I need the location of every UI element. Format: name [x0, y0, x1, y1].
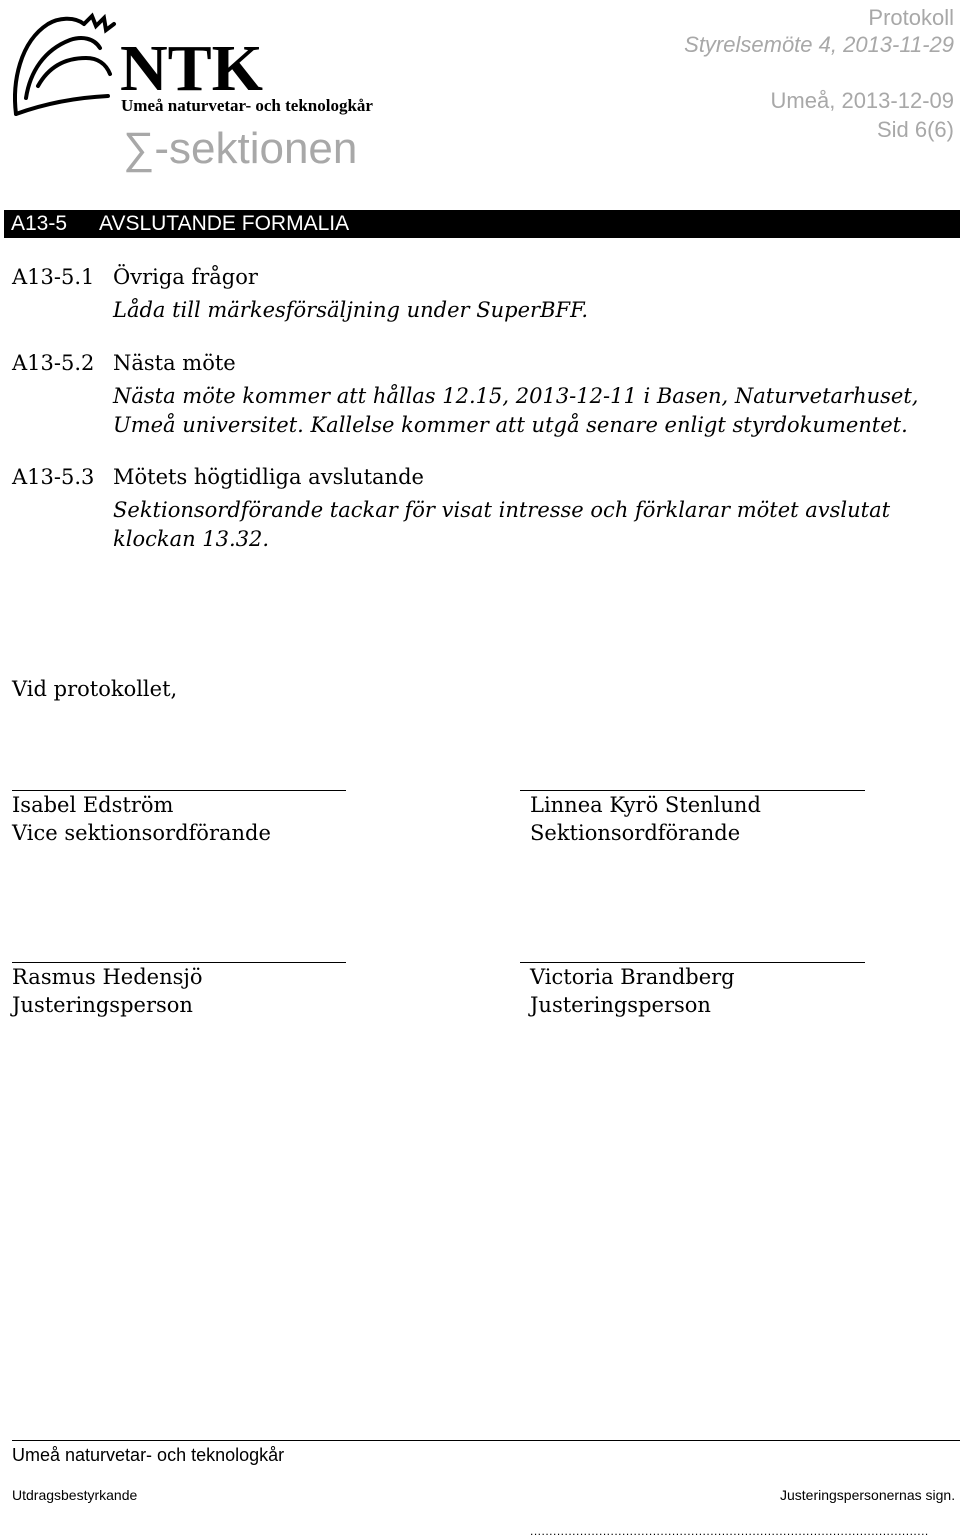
signatory-name: Linnea Kyrö Stenlund — [530, 793, 761, 817]
section-number: A13-5 — [11, 212, 68, 235]
item-title: Nästa möte — [113, 351, 236, 375]
item-number: A13-5.1 — [12, 265, 95, 289]
item-text: Sektionsordförande tackar för visat intresse och förklarar mötet avslutat klockan 13.32. — [113, 498, 891, 551]
signature-line — [12, 962, 346, 963]
date-place: Umeå, 2013-12-09 — [770, 88, 954, 113]
footer-certification: Utdragsbestyrkande — [12, 1487, 138, 1503]
item-title: Övriga frågor — [113, 265, 258, 289]
footer-initials-label: Justeringspersonernas sign. — [780, 1487, 956, 1503]
doc-type: Protokoll — [868, 5, 954, 30]
footer-divider — [12, 1440, 960, 1441]
closing-text: Vid protokollet, — [12, 677, 178, 701]
meeting-title: Styrelsemöte 4, 2013-11-29 — [684, 32, 954, 57]
signatory-role: Sektionsordförande — [530, 821, 741, 845]
leaf-icon — [15, 16, 114, 114]
footer-initials-line: ........................................................................................................ — [530, 1524, 929, 1538]
signatory-name: Isabel Edström — [12, 793, 174, 817]
signatory-name: Victoria Brandberg — [530, 965, 735, 989]
org-name: Umeå naturvetar- och teknologkår — [121, 96, 373, 115]
section-title: AVSLUTANDE FORMALIA — [99, 212, 350, 235]
footer-org: Umeå naturvetar- och teknologkår — [12, 1445, 285, 1465]
signature-line — [520, 962, 865, 963]
item-title: Mötets högtidliga avslutande — [113, 465, 424, 489]
item-text: Nästa möte kommer att hållas 12.15, 2013-12-11 i Basen, Naturvetarhuset, Umeå universitet. Kallelse kommer att utgå senare enligt styrdokumentet. — [113, 384, 919, 437]
section-heading — [4, 210, 960, 238]
page-number: Sid 6(6) — [876, 117, 954, 142]
signatory-name: Rasmus Hedensjö — [12, 965, 203, 989]
logo-wordmark: NTK — [120, 32, 264, 105]
signature-line — [520, 790, 865, 791]
item-number: A13-5.2 — [12, 351, 95, 375]
section-name: ∑-sektionen — [123, 124, 358, 173]
signatory-role: Justeringsperson — [12, 993, 193, 1017]
signatory-role: Justeringsperson — [530, 993, 711, 1017]
signatory-role: Vice sektionsordförande — [12, 821, 271, 845]
item-text: Låda till märkesförsäljning under SuperBFF. — [113, 298, 589, 322]
signature-line — [12, 790, 346, 791]
item-number: A13-5.3 — [12, 465, 95, 489]
